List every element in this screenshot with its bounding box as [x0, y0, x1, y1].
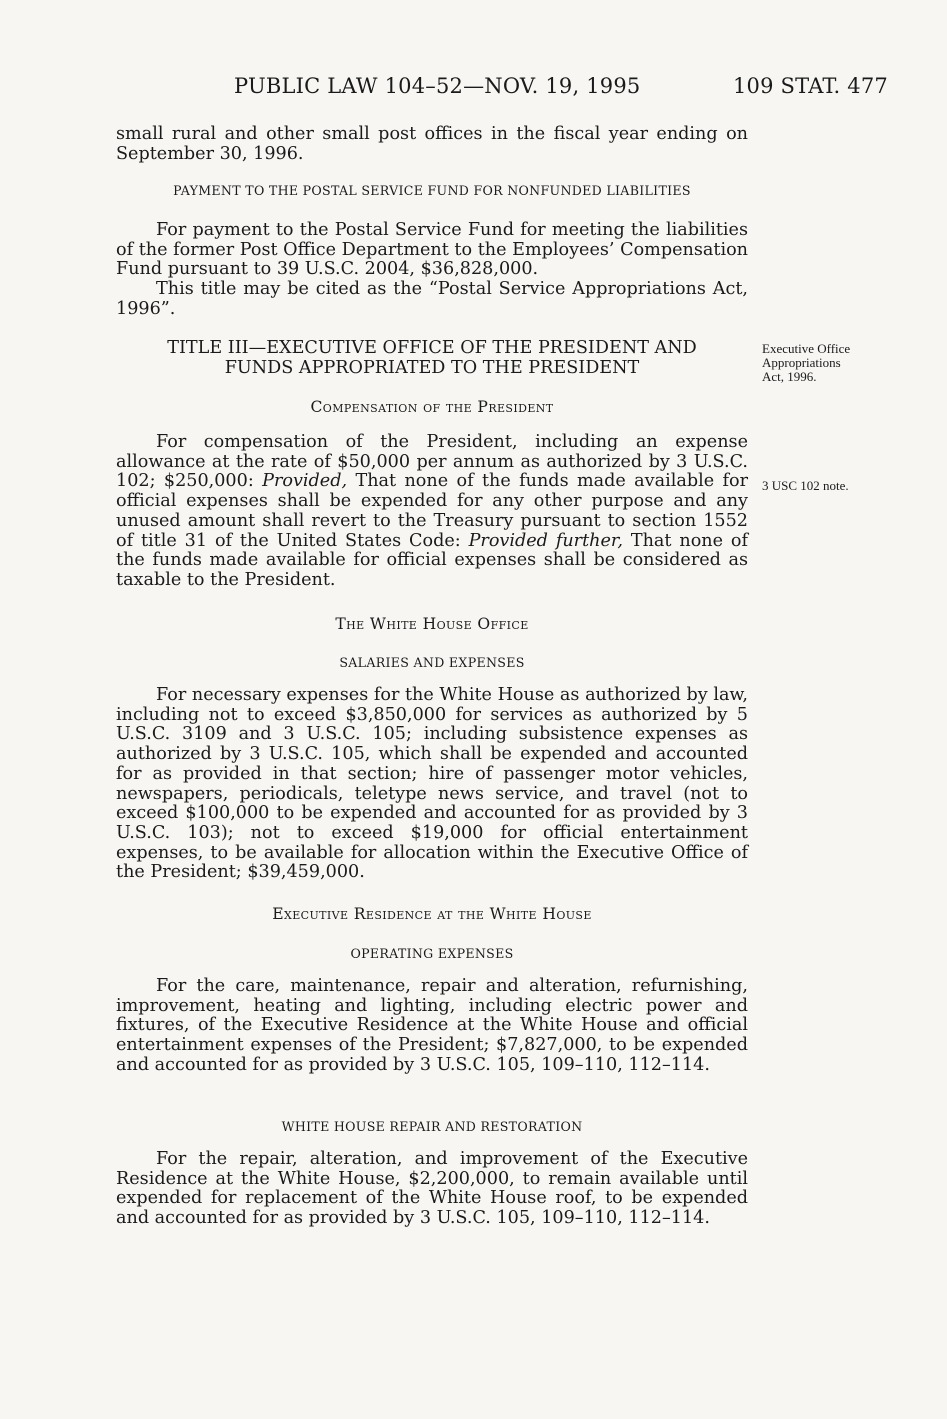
- payment-section: [116, 221, 748, 320]
- title-heading-line-2: FUNDS APPROPRIATED TO THE PRESIDENT: [224, 358, 640, 378]
- compensation-text-1: For compensation of the President, including an expense allowance at the rate of $50,000 per annum as authorized by 3 U.S.C. 102; $250,000:: [116, 432, 748, 492]
- subheading-operating-expenses: OPERATING EXPENSES: [350, 946, 514, 961]
- compensation-section: [116, 433, 748, 591]
- margin-note-usc: 3 USC 102 note.: [762, 478, 849, 493]
- section-heading-white-house-office: The White House Office: [335, 615, 529, 633]
- section-heading-compensation: Compensation of the President: [310, 398, 554, 416]
- operating-section: [116, 977, 748, 1076]
- margin-note-line-3: Act, 1996.: [762, 369, 817, 384]
- repair-paragraph: For the repair, alteration, and improvement of the Executive Residence at the White House, $2,200,000, to remain available until expended for replacement of the White House roof, to be expended and accounted for as provided by 3 U.S.C. 105, 109–110, 112–114.: [116, 1149, 748, 1229]
- compensation-paragraph: [116, 433, 748, 591]
- section-heading-payment: PAYMENT TO THE POSTAL SERVICE FUND FOR NONFUNDED LIABILITIES: [173, 183, 691, 198]
- proviso-1: Provided,: [262, 471, 348, 492]
- margin-note-line-2: Appropriations: [762, 355, 841, 370]
- operating-paragraph: For the care, maintenance, repair and alteration, refurnishing, improvement, heating and lighting, including electric power and fixtures, of the Executive Residence at the White House and official entertainment expenses of the President; $7,827,000, to be expended and accounted for as provided by 3 U.S.C. 105, 109–110, 112–114.: [116, 976, 748, 1075]
- subheading-salaries: SALARIES AND EXPENSES: [339, 655, 525, 670]
- salaries-section: [116, 686, 748, 883]
- title-heading-line-1: TITLE III—EXECUTIVE OFFICE OF THE PRESIDENT AND: [167, 338, 697, 358]
- title-heading: [116, 338, 748, 378]
- continuation-text: small rural and other small post offices in the fiscal year ending on September 30, 1996.: [116, 124, 748, 164]
- page-number: 109 STAT. 477: [733, 74, 888, 98]
- subheading-repair-restoration: WHITE HOUSE REPAIR AND RESTORATION: [281, 1119, 583, 1134]
- short-title-paragraph: This title may be cited as the “Postal Service Appropriations Act, 1996”.: [116, 279, 748, 319]
- compensation-text-2: That none of the funds made available for official expenses shall be expended for any other purpose and any unused amount shall revert to the Treasury pursuant to section 1552 of title 31 of the United States Code:: [116, 471, 749, 551]
- margin-note-line-1: Executive Office: [762, 341, 851, 356]
- section-heading-executive-residence: Executive Residence at the White House: [272, 905, 592, 923]
- continuation-paragraph: [116, 125, 748, 164]
- margin-note-short-title: [762, 342, 850, 384]
- salaries-paragraph: For necessary expenses for the White House as authorized by law, including not to exceed $3,850,000 for services as authorized by 5 U.S.C. 3109 and 3 U.S.C. 105; including subsistence expenses as authorized by 3 U.S.C. 105, which shall be expended and accounted for as provided in that section; hire of passenger motor vehicles, newspapers, periodicals, teletype news service, and travel (not to exceed $100,000 to be expended and accounted for as provided by 3 U.S.C. 103); not to exceed $19,000 for official entertainment expenses, to be available for allocation within the Executive Office of the President; $39,459,000.: [116, 685, 748, 883]
- compensation-text-3: That none of the funds made available for official expenses shall be considered as taxable to the President.: [116, 530, 749, 590]
- payment-paragraph: For payment to the Postal Service Fund for meeting the liabilities of the former Post Office Department to the Employees’ Compensation Fund pursuant to 39 U.S.C. 2004, $36,828,000.: [116, 220, 748, 280]
- proviso-2: Provided further,: [468, 530, 623, 551]
- running-header-title: PUBLIC LAW 104–52—NOV. 19, 1995: [234, 74, 641, 98]
- repair-section: [116, 1150, 748, 1229]
